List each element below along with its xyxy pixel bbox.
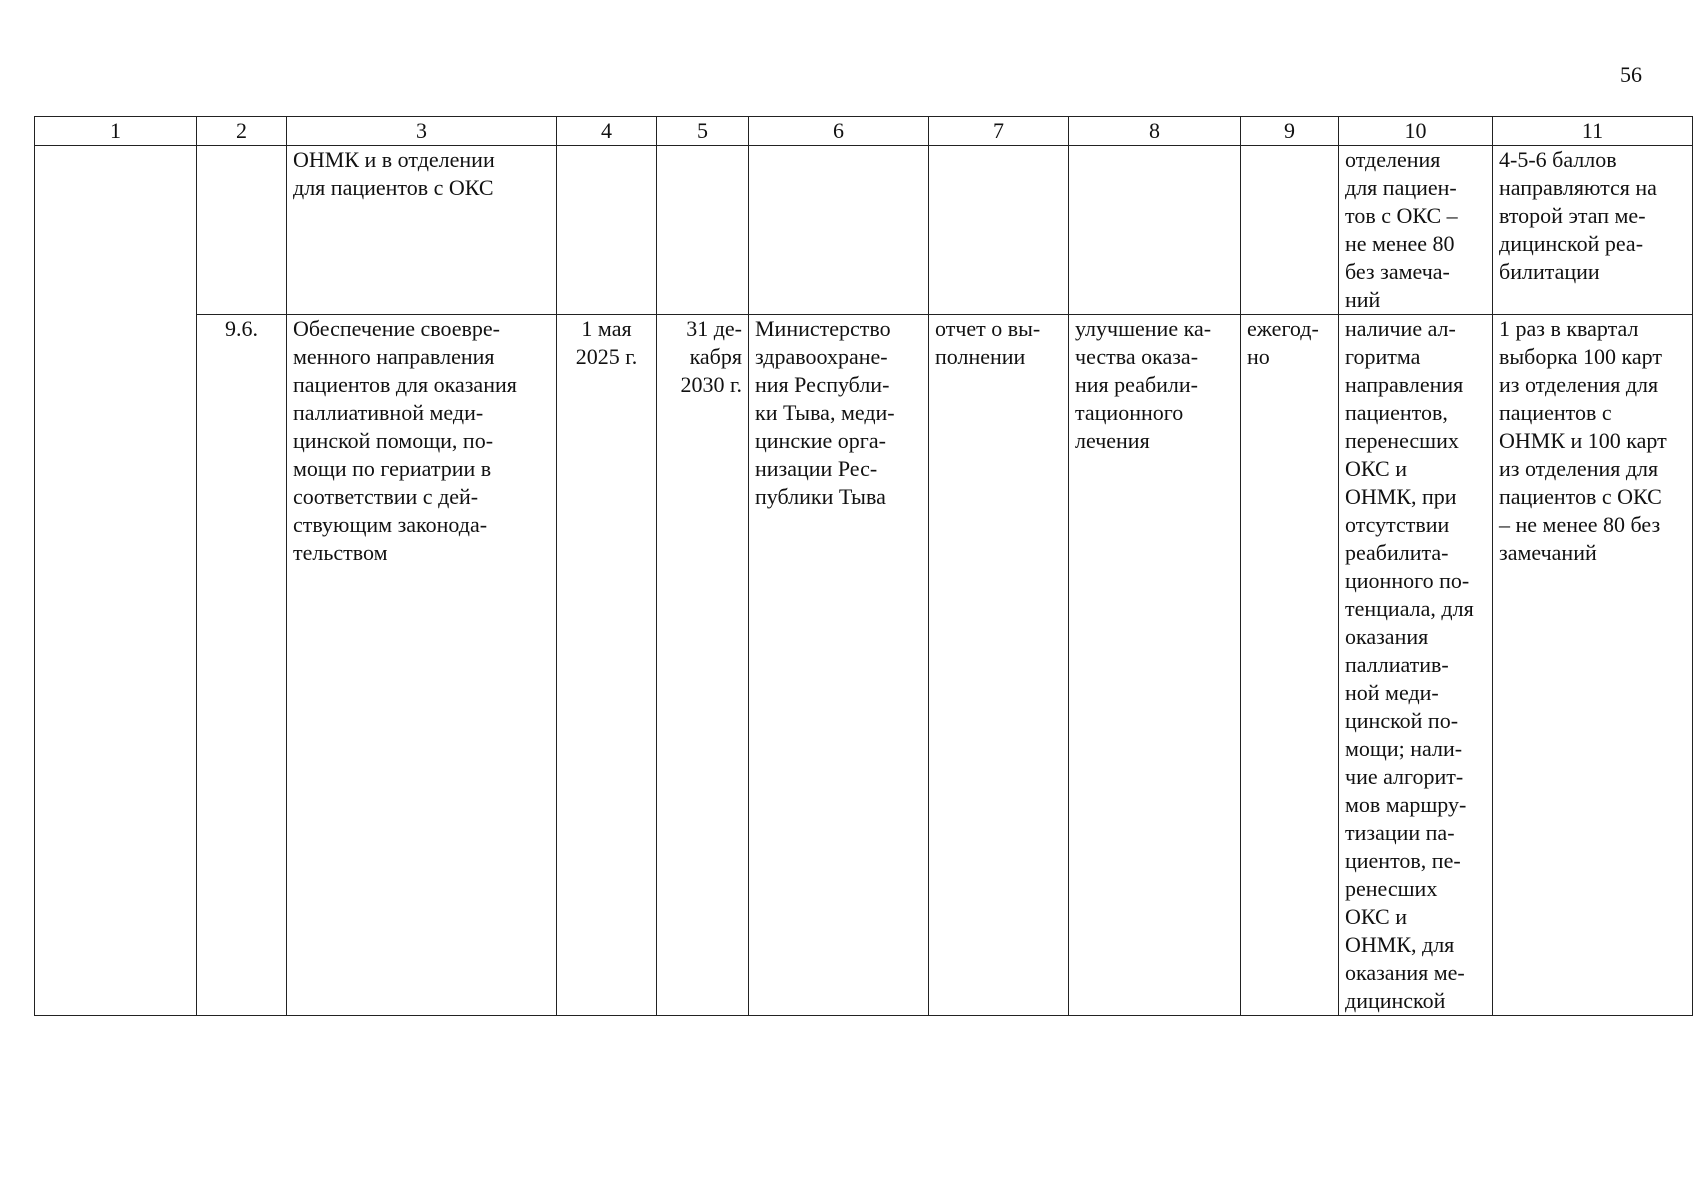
end-date-cell: 31 де- кабря 2030 г. bbox=[657, 315, 749, 1016]
activity-cell: ОНМК и в отделении для пациентов с ОКС bbox=[287, 146, 557, 315]
column-header: 5 bbox=[657, 117, 749, 146]
column-header: 3 bbox=[287, 117, 557, 146]
end-date-cell bbox=[657, 146, 749, 315]
item-number-cell bbox=[197, 146, 287, 315]
table-row-9-6 bbox=[35, 315, 1693, 1016]
responsible-cell bbox=[749, 146, 929, 315]
column-number-row bbox=[35, 117, 1693, 146]
column-header: 1 bbox=[35, 117, 197, 146]
page-number: 56 bbox=[1620, 62, 1642, 87]
column-header: 11 bbox=[1493, 117, 1693, 146]
column-header: 2 bbox=[197, 117, 287, 146]
activity-cell: Обеспечение своевре- менного направления пациентов для оказания паллиативной меди- цинской помощи, по- мощи по гериатрии в соответствии с дей- ствующим законода- тельством bbox=[287, 315, 557, 1016]
plan-table bbox=[34, 116, 1693, 1016]
start-date-cell bbox=[557, 146, 657, 315]
start-date-cell: 1 мая 2025 г. bbox=[557, 315, 657, 1016]
column-header: 6 bbox=[749, 117, 929, 146]
item-number-cell: 9.6. bbox=[197, 315, 287, 1016]
result-form-cell bbox=[929, 146, 1069, 315]
column-header: 7 bbox=[929, 117, 1069, 146]
expected-result-cell: улучшение ка- чества оказа- ния реабили- тационного лечения bbox=[1069, 315, 1241, 1016]
section-number-cell bbox=[35, 146, 197, 1016]
column-header: 8 bbox=[1069, 117, 1241, 146]
indicator-cell: отделения для пациен- тов с ОКС – не менее 80 без замеча- ний bbox=[1339, 146, 1493, 315]
control-cell: 1 раз в квартал выборка 100 карт из отделения для пациентов с ОНМК и 100 карт из отделения для пациентов с ОКС – не менее 80 без замечаний bbox=[1493, 315, 1693, 1016]
column-header: 4 bbox=[557, 117, 657, 146]
expected-result-cell bbox=[1069, 146, 1241, 315]
column-header: 10 bbox=[1339, 117, 1493, 146]
column-header: 9 bbox=[1241, 117, 1339, 146]
table-row-continuation bbox=[35, 146, 1693, 315]
result-form-cell: отчет о вы- полнении bbox=[929, 315, 1069, 1016]
responsible-cell: Министерство здравоохране- ния Республи- ки Тыва, меди- цинские орга- низации Рес- публики Тыва bbox=[749, 315, 929, 1016]
frequency-cell: ежегод- но bbox=[1241, 315, 1339, 1016]
control-cell: 4-5-6 баллов направляются на второй этап ме- дицинской реа- билитации bbox=[1493, 146, 1693, 315]
indicator-cell: наличие ал- горитма направления пациентов, перенесших ОКС и ОНМК, при отсутствии реабилита- ционного по- тенциала, для оказания паллиатив- ной меди- цинской по- мощи; нали- чие алгорит- мов маршру- тизации па- циентов, пе- ренесших ОКС и ОНМК, для оказания ме- дицинской bbox=[1339, 315, 1493, 1016]
frequency-cell bbox=[1241, 146, 1339, 315]
